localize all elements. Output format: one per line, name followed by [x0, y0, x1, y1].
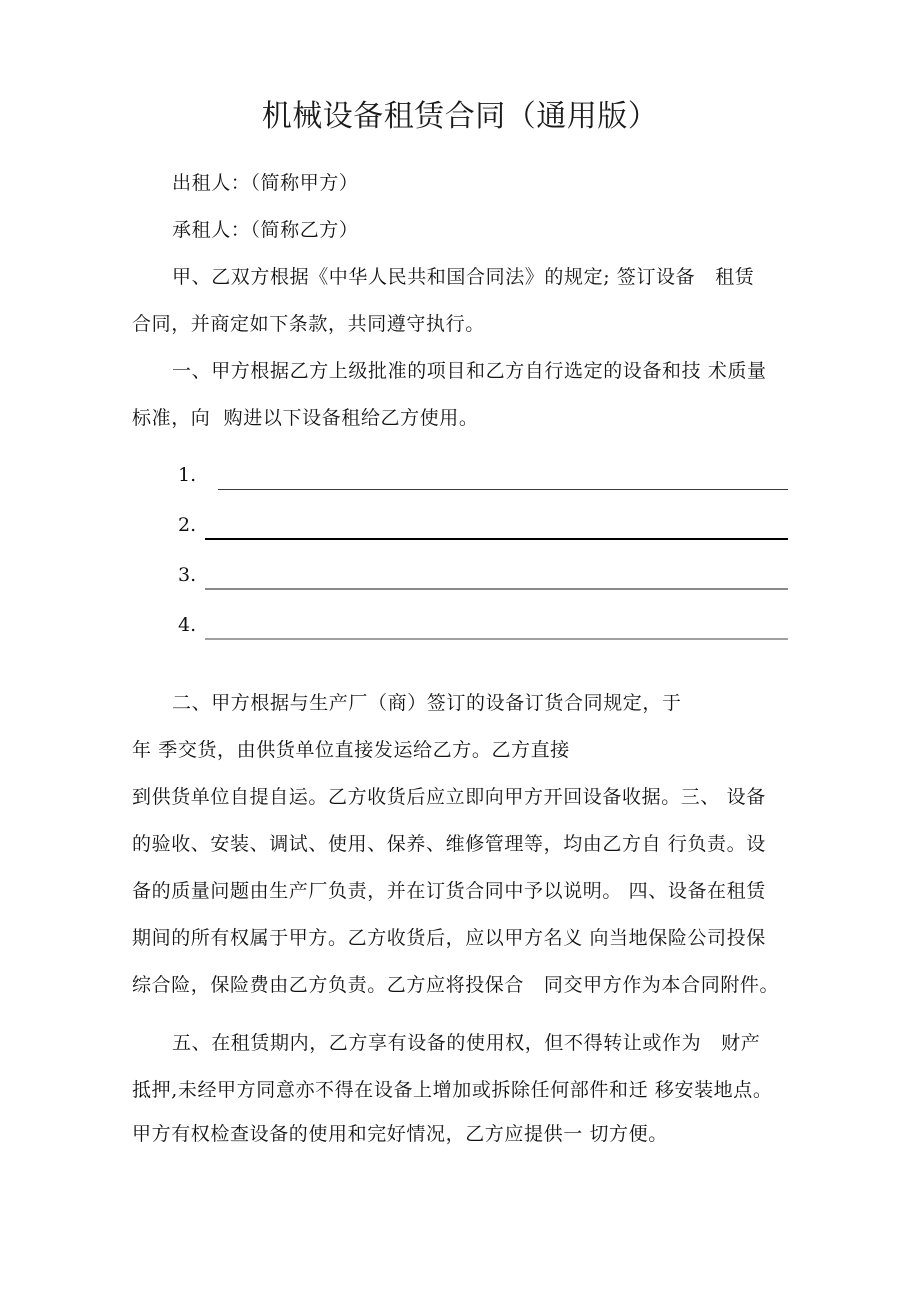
clause-five-line-1: 五、在租赁期内，乙方享有设备的使用权，但不得转让或作为 财产	[172, 1032, 761, 1054]
clause-three-line-1: 到供货单位自提自运。乙方收货后应立即向甲方开回设备收据。三、 设备	[132, 786, 766, 808]
equipment-blank-rule-3[interactable]	[205, 588, 788, 590]
clause-three-line-3: 备的质量问题由生产厂负责，并在订货合同中予以说明。 四、设备在租赁	[132, 880, 766, 902]
clause-two-line-2: 年 季交货，由供货单位直接发运给乙方。乙方直接	[132, 739, 570, 761]
preamble-line-2: 合同，并商定如下条款，共同遵守执行。	[132, 313, 485, 335]
clause-five-line-2: 抵押,未经甲方同意亦不得在设备上增加或拆除任何部件和迁 移安装地点。	[132, 1079, 773, 1101]
equipment-blank-number-1: 1.	[178, 464, 197, 486]
clause-five-line-3: 甲方有权检查设备的使用和完好情况，乙方应提供一 切方便。	[132, 1123, 668, 1145]
equipment-blank-rule-4[interactable]	[205, 638, 788, 640]
equipment-blank-rule-2[interactable]	[205, 538, 788, 540]
party-lessee-line: 承租人：（简称乙方）	[172, 219, 359, 241]
equipment-blank-row-1[interactable]	[178, 462, 788, 492]
clause-two-line-1: 二、甲方根据与生产厂（商）签订的设备订货合同规定，于	[172, 692, 682, 714]
equipment-blank-row-3[interactable]	[178, 562, 788, 592]
clause-four-line-2: 综合险，保险费由乙方负责。乙方应将投保合 同交甲方作为本合同附件。	[132, 974, 780, 996]
equipment-blank-number-3: 3.	[178, 564, 197, 586]
equipment-blank-rule-1[interactable]	[218, 489, 788, 490]
page-title: 机械设备租赁合同（通用版）	[261, 99, 659, 134]
equipment-blank-row-4[interactable]	[178, 612, 788, 642]
clause-four-line-1: 期间的所有权属于甲方。乙方收货后，应以甲方名义 向当地保险公司投保	[132, 927, 766, 949]
clause-three-line-2: 的验收、安装、调试、使用、保养、维修管理等，均由乙方自 行负责。设	[132, 833, 766, 855]
equipment-blank-number-4: 4.	[178, 614, 197, 636]
party-lessor-line: 出租人：（简称甲方）	[172, 172, 359, 194]
equipment-blank-row-2[interactable]	[178, 512, 788, 542]
clause-one-line-2: 标准，向 购进以下设备租给乙方使用。	[132, 407, 479, 429]
equipment-blank-number-2: 2.	[178, 514, 197, 536]
clause-one-line-1: 一、甲方根据乙方上级批准的项目和乙方自行选定的设备和技 术质量	[172, 360, 767, 382]
preamble-line-1: 甲、乙双方根据《中华人民共和国合同法》的规定; 签订设备 租赁	[172, 266, 755, 288]
